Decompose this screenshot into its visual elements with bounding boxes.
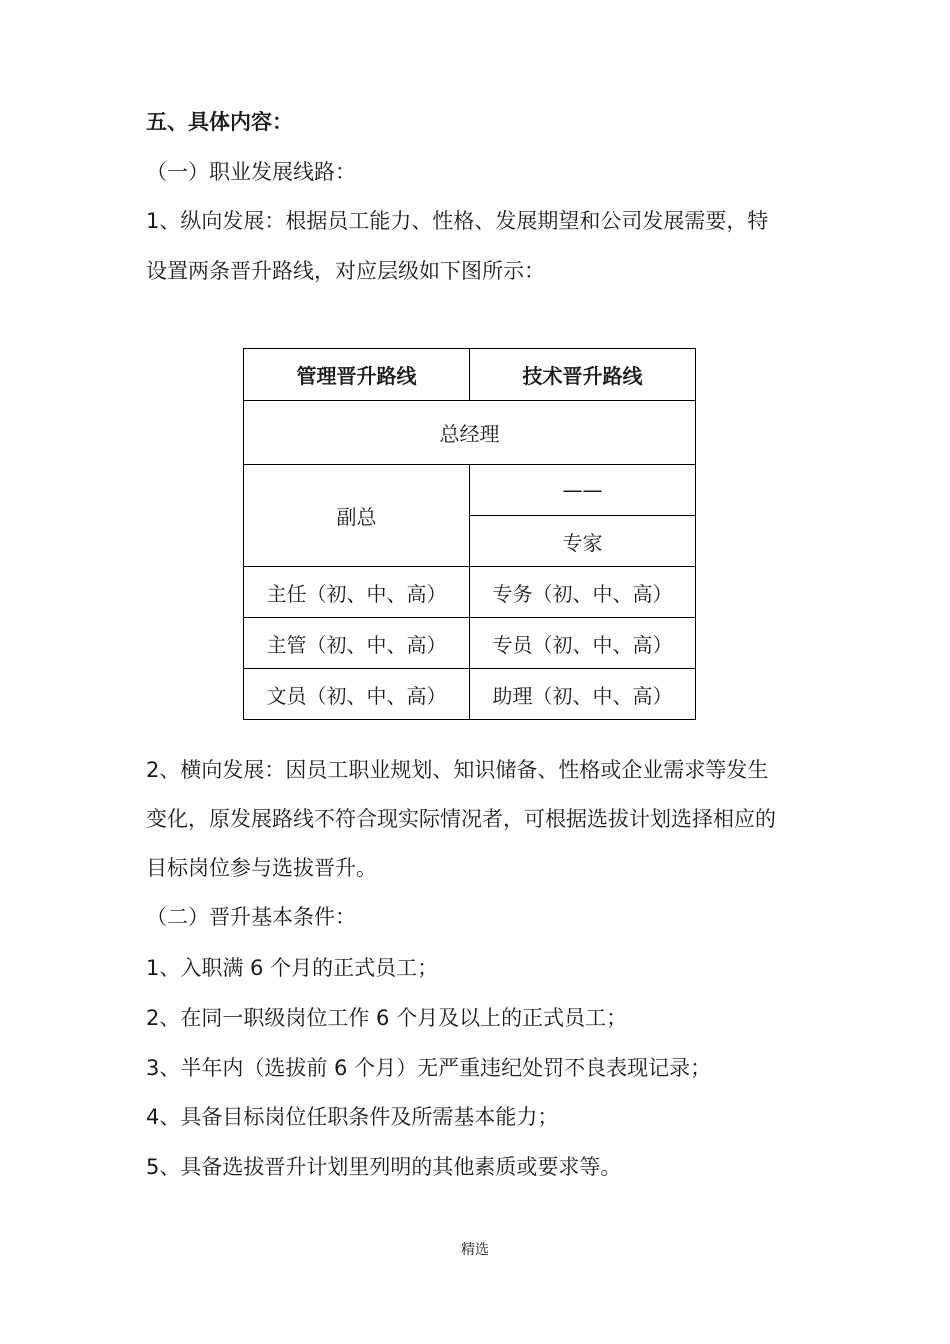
table-row — [244, 618, 696, 669]
table-row-general-manager — [244, 401, 696, 465]
subsection-career-path: （一）职业发展线路： — [146, 160, 356, 184]
condition-item: 2、在同一职级岗位工作 6 个月及以上的正式员工； — [146, 1006, 628, 1030]
section-title: 五、具体内容： — [146, 110, 293, 134]
table-row-vice — [244, 465, 696, 516]
promotion-path-table — [243, 348, 696, 720]
condition-item: 5、具备选拔晋升计划里列明的其他素质或要求等。 — [146, 1155, 622, 1179]
cell-mgmt-director: 主任（初、中、高） — [244, 567, 470, 618]
subsection-promotion-conditions: （二）晋升基本条件： — [146, 905, 356, 929]
table-row — [244, 567, 696, 618]
condition-item: 3、半年内（选拔前 6 个月）无严重违纪处罚不良表现记录； — [146, 1056, 712, 1080]
cell-mgmt-clerk: 文员（初、中、高） — [244, 669, 470, 720]
header-technical-path: 技术晋升路线 — [470, 349, 696, 401]
table-row — [244, 669, 696, 720]
cell-tech-assistant: 助理（初、中、高） — [470, 669, 696, 720]
cell-tech-dash: —— — [470, 465, 696, 516]
horizontal-development-line-3: 目标岗位参与选拔晋升。 — [146, 856, 377, 880]
condition-item: 4、具备目标岗位任职条件及所需基本能力； — [146, 1105, 559, 1129]
page-footer: 精选 — [461, 1242, 489, 1258]
cell-mgmt-supervisor: 主管（初、中、高） — [244, 618, 470, 669]
horizontal-development-line-2: 变化，原发展路线不符合现实际情况者，可根据选拔计划选择相应的 — [146, 807, 776, 831]
horizontal-development-line-1: 2、横向发展：因员工职业规划、知识储备、性格或企业需求等发生 — [146, 758, 769, 782]
cell-general-manager: 总经理 — [244, 401, 696, 465]
cell-expert: 专家 — [470, 516, 696, 567]
cell-tech-staff: 专员（初、中、高） — [470, 618, 696, 669]
condition-item: 1、入职满 6 个月的正式员工； — [146, 956, 439, 980]
cell-tech-specialist: 专务（初、中、高） — [470, 567, 696, 618]
table-header-row — [244, 349, 696, 401]
vertical-development-line-2: 设置两条晋升路线，对应层级如下图所示： — [146, 259, 545, 283]
vertical-development-line-1: 1、纵向发展：根据员工能力、性格、发展期望和公司发展需要，特 — [146, 209, 769, 233]
cell-vice-president: 副总 — [244, 465, 470, 567]
header-management-path: 管理晋升路线 — [244, 349, 470, 401]
